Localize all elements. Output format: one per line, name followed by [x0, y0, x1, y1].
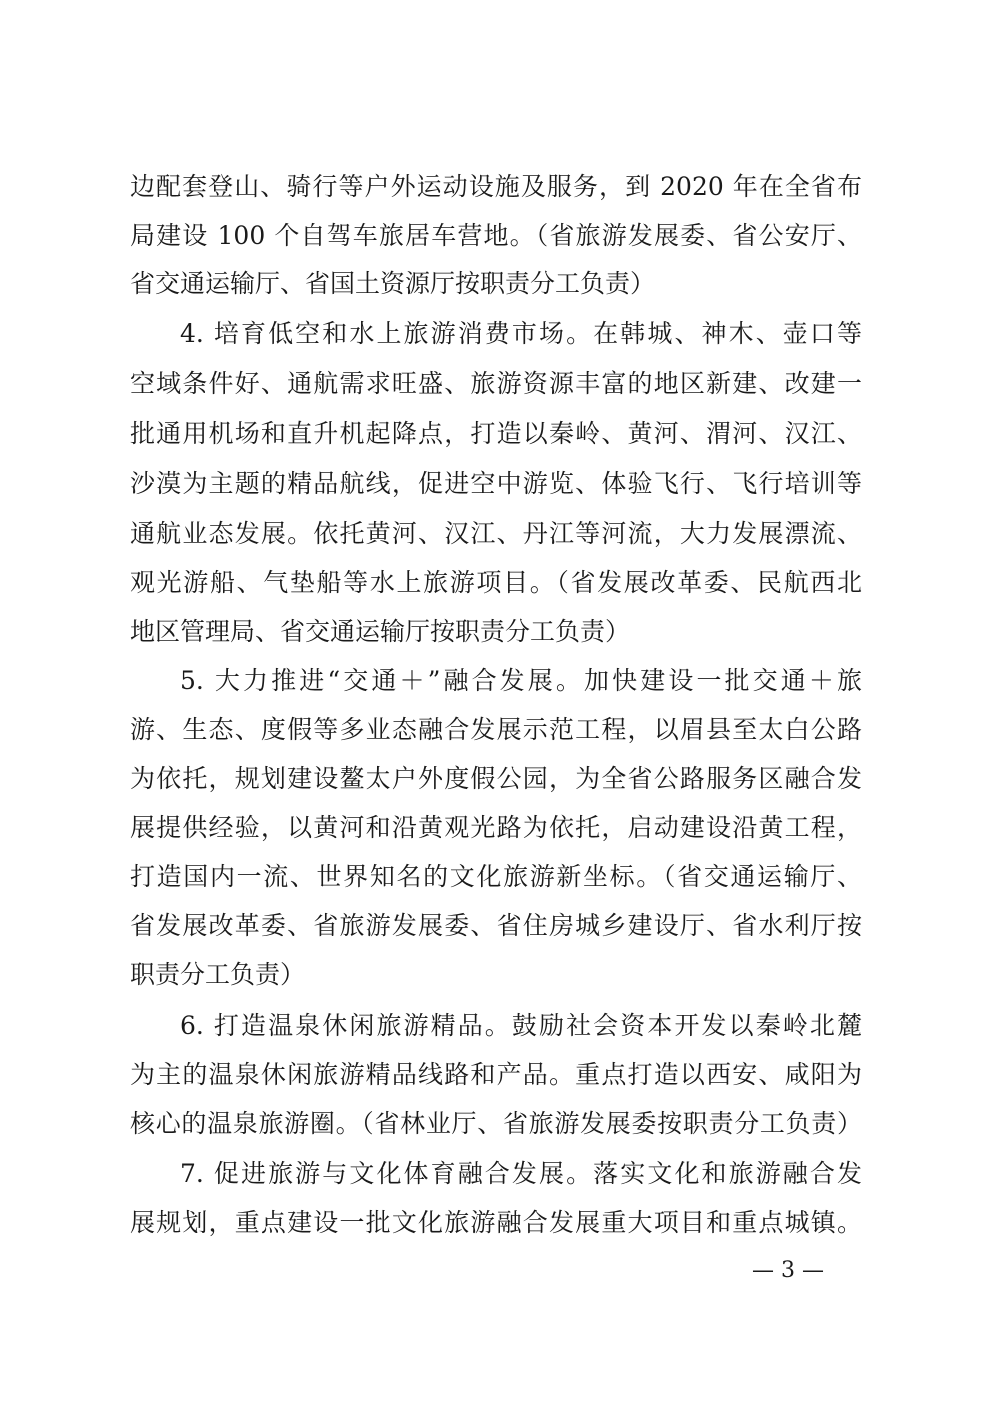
text-line: 展规划，重点建设一批文化旅游融合发展重大项目和重点城镇。: [130, 1208, 862, 1237]
text-line: 沙漠为主题的精品航线，促进空中游览、体验飞行、飞行培训等: [130, 469, 862, 498]
text-line: 省发展改革委、省旅游发展委、省住房城乡建设厅、省水利厅按: [130, 911, 862, 940]
text-line: 边配套登山、骑行等户外运动设施及服务，到 2020 年在全省布: [130, 172, 862, 201]
text-line: 为依托，规划建设鳌太户外度假公园，为全省公路服务区融合发: [130, 764, 862, 793]
text-line: 局建设 100 个自驾车旅居车营地。（省旅游发展委、省公安厅、: [130, 221, 862, 250]
text-line: 空域条件好、通航需求旺盛、旅游资源丰富的地区新建、改建一: [130, 369, 862, 398]
text-line: 核心的温泉旅游圈。（省林业厅、省旅游发展委按职责分工负责）: [130, 1109, 862, 1138]
page-number: — 3 —: [752, 1258, 824, 1283]
paragraph-heading-4: 4. 培育低空和水上旅游消费市场。在韩城、神木、壶口等: [180, 319, 862, 348]
paragraph-heading-5: 5. 大力推进“交通＋”融合发展。加快建设一批交通＋旅: [180, 666, 862, 695]
text-line: 通航业态发展。依托黄河、汉江、丹江等河流，大力发展漂流、: [130, 519, 862, 548]
text-line: 职责分工负责）: [130, 960, 306, 989]
text-line: 地区管理局、省交通运输厅按职责分工负责）: [130, 617, 631, 646]
paragraph-heading-7: 7. 促进旅游与文化体育融合发展。落实文化和旅游融合发: [180, 1159, 862, 1188]
text-line: 观光游船、气垫船等水上旅游项目。（省发展改革委、民航西北: [130, 568, 862, 597]
text-line: 游、生态、度假等多业态融合发展示范工程，以眉县至太白公路: [130, 715, 862, 744]
paragraph-heading-6: 6. 打造温泉休闲旅游精品。鼓励社会资本开发以秦岭北麓: [180, 1011, 862, 1040]
text-line: 展提供经验，以黄河和沿黄观光路为依托，启动建设沿黄工程，: [130, 813, 862, 842]
text-line: 批通用机场和直升机起降点，打造以秦岭、黄河、渭河、汉江、: [130, 419, 862, 448]
text-line: 为主的温泉休闲旅游精品线路和产品。重点打造以西安、咸阳为: [130, 1060, 862, 1089]
text-line: 省交通运输厅、省国土资源厅按职责分工负责）: [130, 269, 656, 298]
text-line: 打造国内一流、世界知名的文化旅游新坐标。（省交通运输厅、: [130, 862, 862, 891]
